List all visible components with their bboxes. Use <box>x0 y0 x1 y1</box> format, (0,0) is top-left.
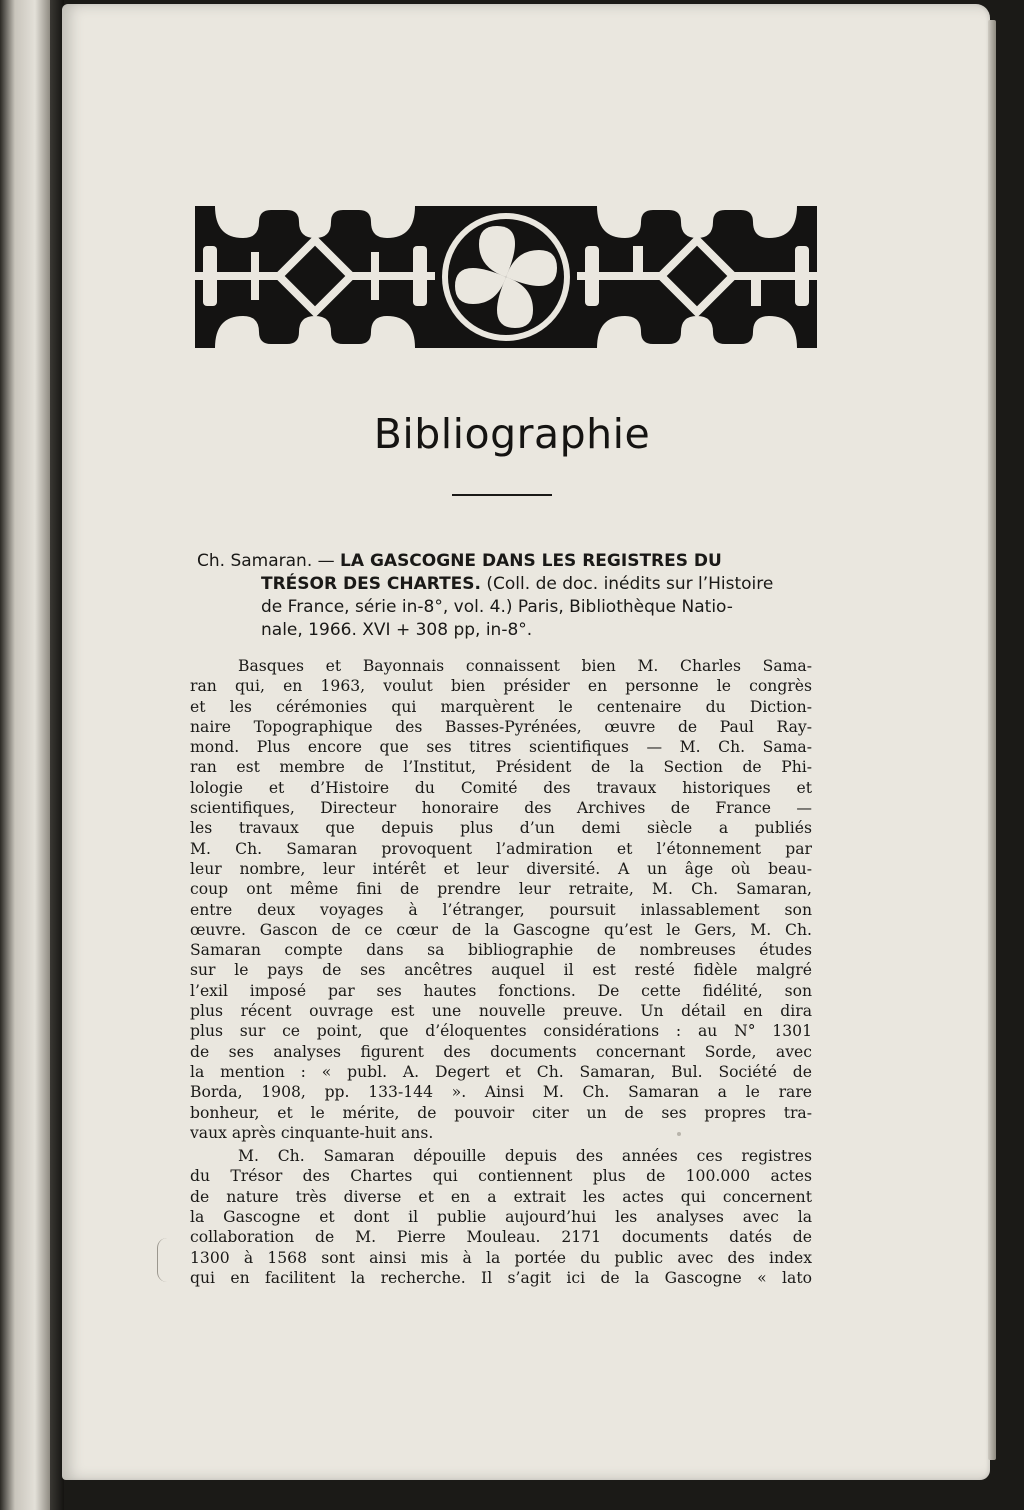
paragraph-1 <box>190 656 812 1143</box>
text-line: plus récent ouvrage est une nouvelle preuve. Un détail en dira <box>190 1002 812 1021</box>
text-line: leur nombre, leur intérêt et leur diversité. A un âge où beau- <box>190 859 812 878</box>
title-divider <box>452 494 552 496</box>
text-line: entre deux voyages à l’étranger, poursuit inlassablement son <box>190 900 812 919</box>
review-body <box>190 656 812 1288</box>
text-line: naire Topographique des Basses-Pyrénées, œuvre de Paul Ray- <box>190 717 812 736</box>
basque-ornament-icon <box>195 196 817 356</box>
left-page-edge <box>0 0 50 1510</box>
text-line: Samaran compte dans sa bibliographie de nombreuses études <box>190 941 812 960</box>
text-line: sur le pays de ses ancêtres auquel il est resté fidèle malgré <box>190 961 812 980</box>
citation-line-4: nale, 1966. XVI + 308 pp, in-8°. <box>261 620 533 640</box>
text-line: M. Ch. Samaran dépouille depuis des années ces registres <box>238 1147 812 1166</box>
text-line: vaux après cinquante-huit ans. <box>190 1123 434 1142</box>
paragraph-2 <box>190 1146 812 1288</box>
text-line: M. Ch. Samaran provoquent l’admiration et l’étonnement par <box>190 839 812 858</box>
text-line: œuvre. Gascon de ce cœur de la Gascogne qu’est le Gers, M. Ch. <box>190 920 812 939</box>
text-line: coup ont même fini de prendre leur retraite, M. Ch. Samaran, <box>190 880 812 899</box>
text-line: les travaux que depuis plus d’un demi siècle a publiés <box>190 819 812 838</box>
citation-author: Ch. Samaran. — <box>197 551 335 571</box>
citation-line-1 <box>197 550 827 573</box>
text-line: mond. Plus encore que ses titres scientifiques — M. Ch. Sama- <box>190 738 812 757</box>
text-line: lologie et d’Histoire du Comité des travaux historiques et <box>190 778 812 797</box>
citation-line-3: de France, série in-8°, vol. 4.) Paris, Bibliothèque Natio- <box>261 597 733 617</box>
margin-pencil-mark <box>157 1238 168 1282</box>
citation-details: (Coll. de doc. inédits sur l’Histoire <box>486 574 774 594</box>
ornament-banner <box>195 196 817 356</box>
text-line: l’exil imposé par ses hautes fonctions. De cette fidélité, son <box>190 981 812 1000</box>
text-line: la Gascogne et dont il publie aujourd’hui les analyses avec la <box>190 1208 812 1227</box>
text-line: ran qui, en 1963, voulut bien présider en personne le congrès <box>190 677 812 696</box>
citation-title-1: LA GASCOGNE DANS LES REGISTRES DU <box>340 551 722 571</box>
bibliographic-citation <box>197 550 827 642</box>
text-line: scientifiques, Directeur honoraire des Archives de France — <box>190 799 812 818</box>
text-line: la mention : « publ. A. Degert et Ch. Samaran, Bul. Société de <box>190 1062 812 1081</box>
page-title: Bibliographie <box>373 410 651 458</box>
text-line: 1300 à 1568 sont ainsi mis à la portée du public avec des index <box>190 1248 812 1267</box>
text-line: bonheur, et le mérite, de pouvoir citer un de ses propres tra- <box>190 1103 812 1122</box>
text-line: de ses analyses figurent des documents concernant Sorde, avec <box>190 1042 812 1061</box>
text-line: Borda, 1908, pp. 133-144 ». Ainsi M. Ch. Samaran a le rare <box>190 1083 812 1102</box>
text-line: ran est membre de l’Institut, Président de la Section de Phi- <box>190 758 812 777</box>
paper-speck <box>677 1132 681 1136</box>
text-line: Basques et Bayonnais connaissent bien M. Charles Sama- <box>238 657 812 675</box>
text-line: du Trésor des Chartes qui contiennent plus de 100.000 actes <box>190 1167 812 1186</box>
citation-title-2: TRÉSOR DES CHARTES. <box>261 574 481 594</box>
text-line: plus sur ce point, que d’éloquentes considérations : au N° 1301 <box>190 1022 812 1041</box>
text-line: qui en facilitent la recherche. Il s’agit ici de la Gascogne « lato <box>190 1268 812 1287</box>
text-line: collaboration de M. Pierre Mouleau. 2171 documents datés de <box>190 1228 812 1247</box>
text-line: de nature très diverse et en a extrait les actes qui concernent <box>190 1187 812 1206</box>
citation-line-2 <box>197 573 827 596</box>
text-line: et les cérémonies qui marquèrent le centenaire du Diction- <box>190 697 812 716</box>
page-stack-edge <box>988 20 996 1460</box>
